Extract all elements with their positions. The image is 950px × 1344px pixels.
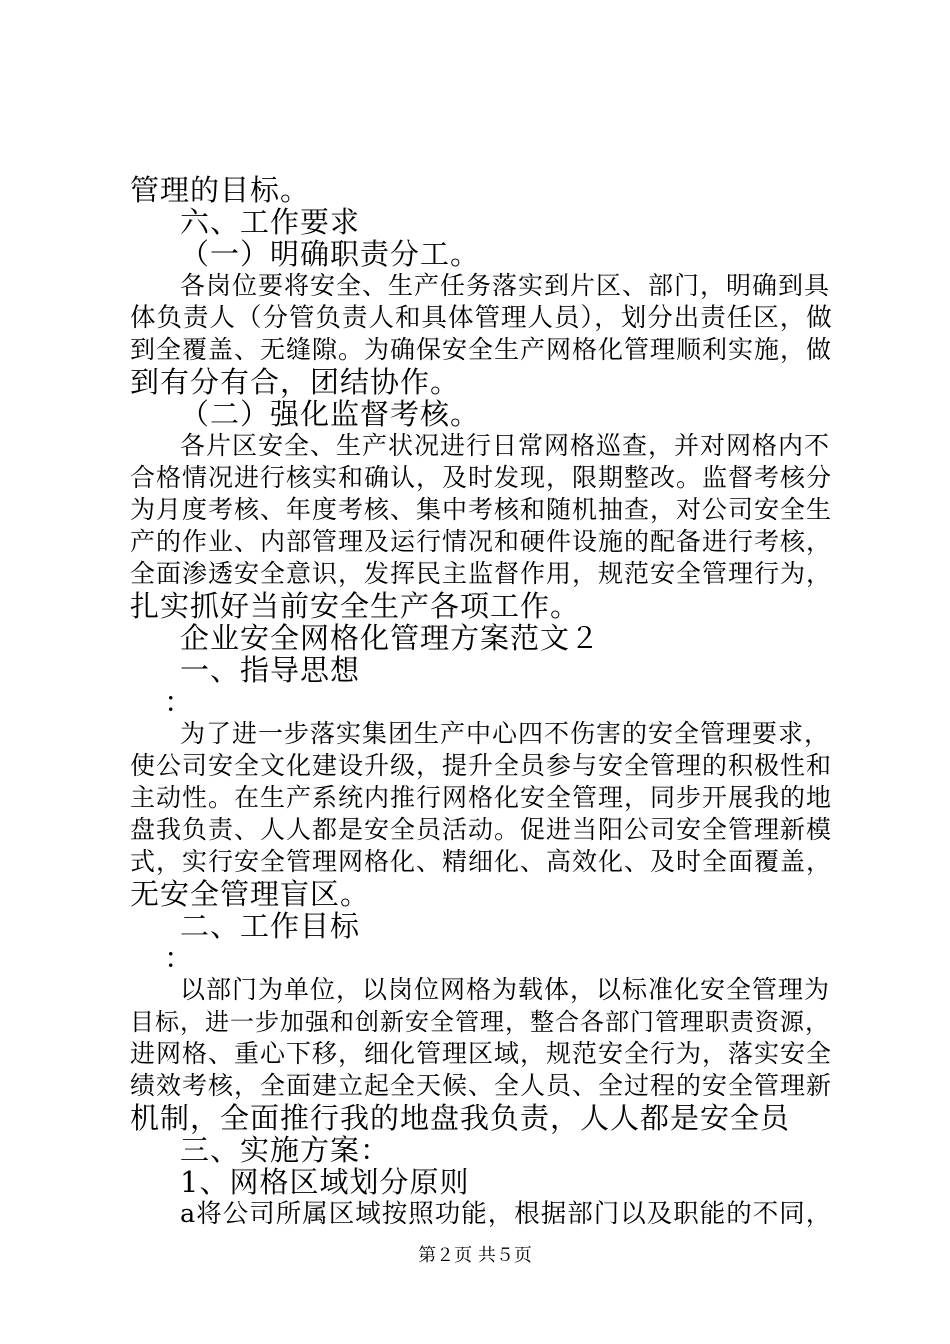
body-text-line: 式，实行安全管理网格化、精细化、高效化、及时全面覆盖， — [130, 847, 833, 876]
body-text-line: 各岗位要将安全、生产任务落实到片区、部门，明确到具 — [180, 271, 831, 300]
section-heading: 三、实施方案： — [180, 1133, 391, 1167]
body-text-line: 盘我负责、人人都是安全员活动。促进当阳公司安全管理新模 — [130, 815, 833, 844]
body-text-line: 到全覆盖、无缝隙。为确保安全生产网格化管理顺利实施，做 — [130, 335, 833, 364]
body-text-line: 体负责人（分管负责人和具体管理人员），划分出责任区，做 — [130, 303, 833, 333]
body-text-line: 扎实抓好当前安全生产各项工作。 — [130, 589, 581, 623]
colon-line: ： — [164, 685, 195, 719]
body-text-line: 合格情况进行核实和确认，及时发现，限期整改。监督考核分 — [130, 463, 833, 492]
body-text-line: 以部门为单位，以岗位网格为载体，以标准化安全管理为 — [180, 975, 831, 1004]
body-text-line: 目标，进一步加强和创新安全管理，整合各部门管理职责资源， — [130, 1008, 830, 1036]
body-text-line: 机制，全面推行我的地盘我负责，人人都是安全员 — [130, 1101, 791, 1135]
body-text-line: 各片区安全、生产状况进行日常网格巡查，并对网格内不 — [180, 431, 831, 460]
body-text-line: 产的作业、内部管理及运行情况和硬件设施的配备进行考核， — [130, 527, 833, 556]
section-heading: 六、工作要求 — [180, 205, 361, 239]
body-text-line: 使公司安全文化建设升级，提升全员参与安全管理的积极性和 — [130, 751, 833, 780]
page-number-footer: 第２页 共５页 — [418, 1245, 532, 1266]
subsection-heading: 1、网格区域划分原则 — [180, 1165, 470, 1199]
body-text-line: 无安全管理盲区。 — [130, 877, 371, 911]
article-title: 企业安全网格化管理方案范文２ — [180, 621, 601, 655]
body-text-line: 主动性。在生产系统内推行网格化安全管理，同步开展我的地 — [130, 783, 833, 812]
body-text-line: 进网格、重心下移，细化管理区域，规范安全行为，落实安全 — [130, 1039, 833, 1068]
body-text-line: 管理的目标。 — [130, 173, 311, 207]
body-text-line: 绩效考核，全面建立起全天候、全人员、全过程的安全管理新 — [130, 1071, 833, 1100]
body-text-line: 为月度考核、年度考核、集中考核和随机抽查，对公司安全生 — [130, 495, 833, 524]
subsection-heading: （二）强化监督考核。 — [180, 397, 481, 431]
body-text-line: a将公司所属区域按照功能，根据部门以及职能的不同， — [180, 1199, 833, 1229]
body-text-line: 全面渗透安全意识，发挥民主监督作用，规范安全管理行为， — [130, 559, 833, 588]
body-text-line: 为了进一步落实集团生产中心四不伤害的安全管理要求， — [180, 719, 831, 748]
body-text-line: 到有分有合，团结协作。 — [130, 365, 461, 399]
section-heading: 一、指导思想 — [180, 653, 361, 687]
colon-line: ： — [164, 941, 195, 975]
subsection-heading: （一）明确职责分工。 — [180, 237, 481, 271]
section-heading: 二、工作目标 — [180, 909, 361, 943]
